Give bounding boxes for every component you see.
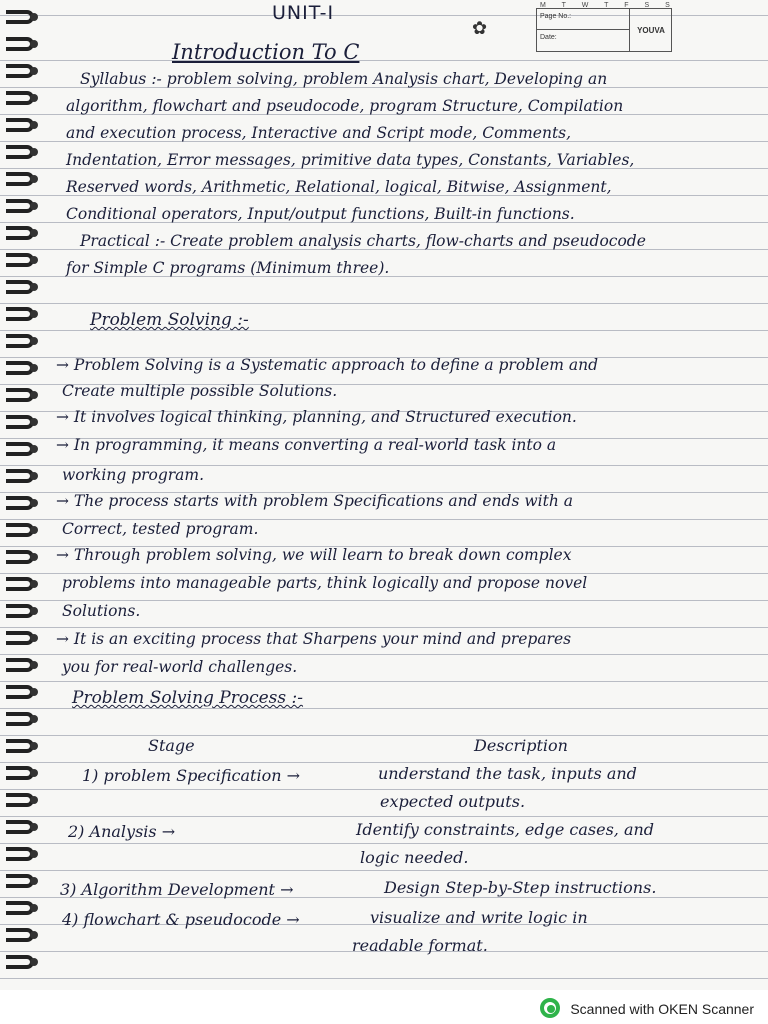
body-line: → It is an exciting process that Sharpens your mind and prepares [56,630,572,648]
description-column-header: Description [474,736,568,755]
description-cell: readable format. [352,936,488,955]
binding-hole [30,391,38,399]
syllabus-line: Conditional operators, Input/output functions, Built-in functions. [66,205,575,223]
binding-hole [30,715,38,723]
body-line: → In programming, it means converting a real-world task into a [56,436,557,454]
binding-hole [30,202,38,210]
binding-hole [30,67,38,75]
page-no-field [537,9,629,30]
body-line: Solutions. [62,602,141,620]
page-no-label: Page No.: [540,13,572,20]
stage-cell: 3) Algorithm Development → [60,880,294,899]
binding-hole [30,904,38,912]
stage-cell: 4) flowchart & pseudocode → [62,910,300,929]
stage-cell: 2) Analysis → [68,822,176,841]
binding-hole [30,526,38,534]
body-line: → The process starts with problem Specifications and ends with a [56,492,573,510]
syllabus-line: Reserved words, Arithmetic, Relational, logical, Bitwise, Assignment, [66,178,612,196]
body-line: Create multiple possible Solutions. [62,382,338,400]
binding-hole [30,931,38,939]
syllabus-line: algorithm, flowchart and pseudocode, program Structure, Compilation [66,97,624,115]
binding-hole [30,256,38,264]
spiral-binding [0,0,48,990]
body-line: problems into manageable parts, think logically and propose novel [62,574,588,592]
binding-hole [30,580,38,588]
binding-hole [30,148,38,156]
stage-column-header: Stage [148,736,195,755]
page-title: Introduction To C [172,40,360,64]
binding-hole [30,337,38,345]
binding-hole [30,877,38,885]
weekday-strip: M T W T F S S [540,2,677,9]
process-heading: Problem Solving Process :- [72,688,304,708]
brand-label: YOUVA [629,9,672,51]
date-label: Date: [540,34,557,41]
body-line: → It involves logical thinking, planning, and Structured execution. [56,408,577,426]
description-cell: logic needed. [360,848,469,867]
syllabus-line: Practical :- Create problem analysis charts, flow-charts and pseudocode [80,232,646,250]
binding-hole [30,742,38,750]
unit-title: UNIT-I [272,2,335,24]
syllabus-line: Syllabus :- problem solving, problem Analysis chart, Developing an [80,70,608,88]
body-line: working program. [62,466,205,484]
binding-hole [30,607,38,615]
description-cell: Design Step-by-Step instructions. [384,878,657,897]
binding-hole [30,283,38,291]
binding-hole [30,688,38,696]
syllabus-line: for Simple C programs (Minimum three). [66,259,390,277]
binding-hole [30,94,38,102]
body-line: → Through problem solving, we will learn to break down complex [56,546,572,564]
binding-hole [30,850,38,858]
description-cell: Identify constraints, edge cases, and [356,820,655,839]
binding-hole [30,661,38,669]
binding-hole [30,499,38,507]
binding-hole [30,634,38,642]
body-line: Correct, tested program. [62,520,259,538]
binding-hole [30,769,38,777]
scanner-logo-icon [540,998,562,1020]
binding-hole [30,229,38,237]
binding-hole [30,472,38,480]
body-line: → Problem Solving is a Systematic approach to define a problem and [56,356,599,374]
binding-hole [30,310,38,318]
description-cell: understand the task, inputs and [378,764,637,783]
binding-hole [30,823,38,831]
binding-hole [30,958,38,966]
syllabus-line: Indentation, Error messages, primitive data types, Constants, Variables, [66,151,635,169]
body-line: you for real-world challenges. [62,658,298,676]
section-heading: Problem Solving :- [90,310,249,330]
stage-cell: 1) problem Specification → [82,766,301,785]
syllabus-line: and execution process, Interactive and Script mode, Comments, [66,124,572,142]
binding-hole [30,796,38,804]
binding-hole [30,175,38,183]
scanner-text: Scanned with OKEN Scanner [570,1001,754,1017]
scanner-watermark [540,998,754,1020]
binding-hole [30,364,38,372]
binding-hole [30,13,38,21]
binding-hole [30,553,38,561]
binding-hole [30,418,38,426]
page-header-box [536,8,672,52]
binding-hole [30,40,38,48]
binding-hole [30,445,38,453]
description-cell: expected outputs. [380,792,526,811]
flower-doodle-icon: ✿ [472,18,488,39]
description-cell: visualize and write logic in [370,908,588,927]
date-field [537,30,629,51]
binding-hole [30,121,38,129]
